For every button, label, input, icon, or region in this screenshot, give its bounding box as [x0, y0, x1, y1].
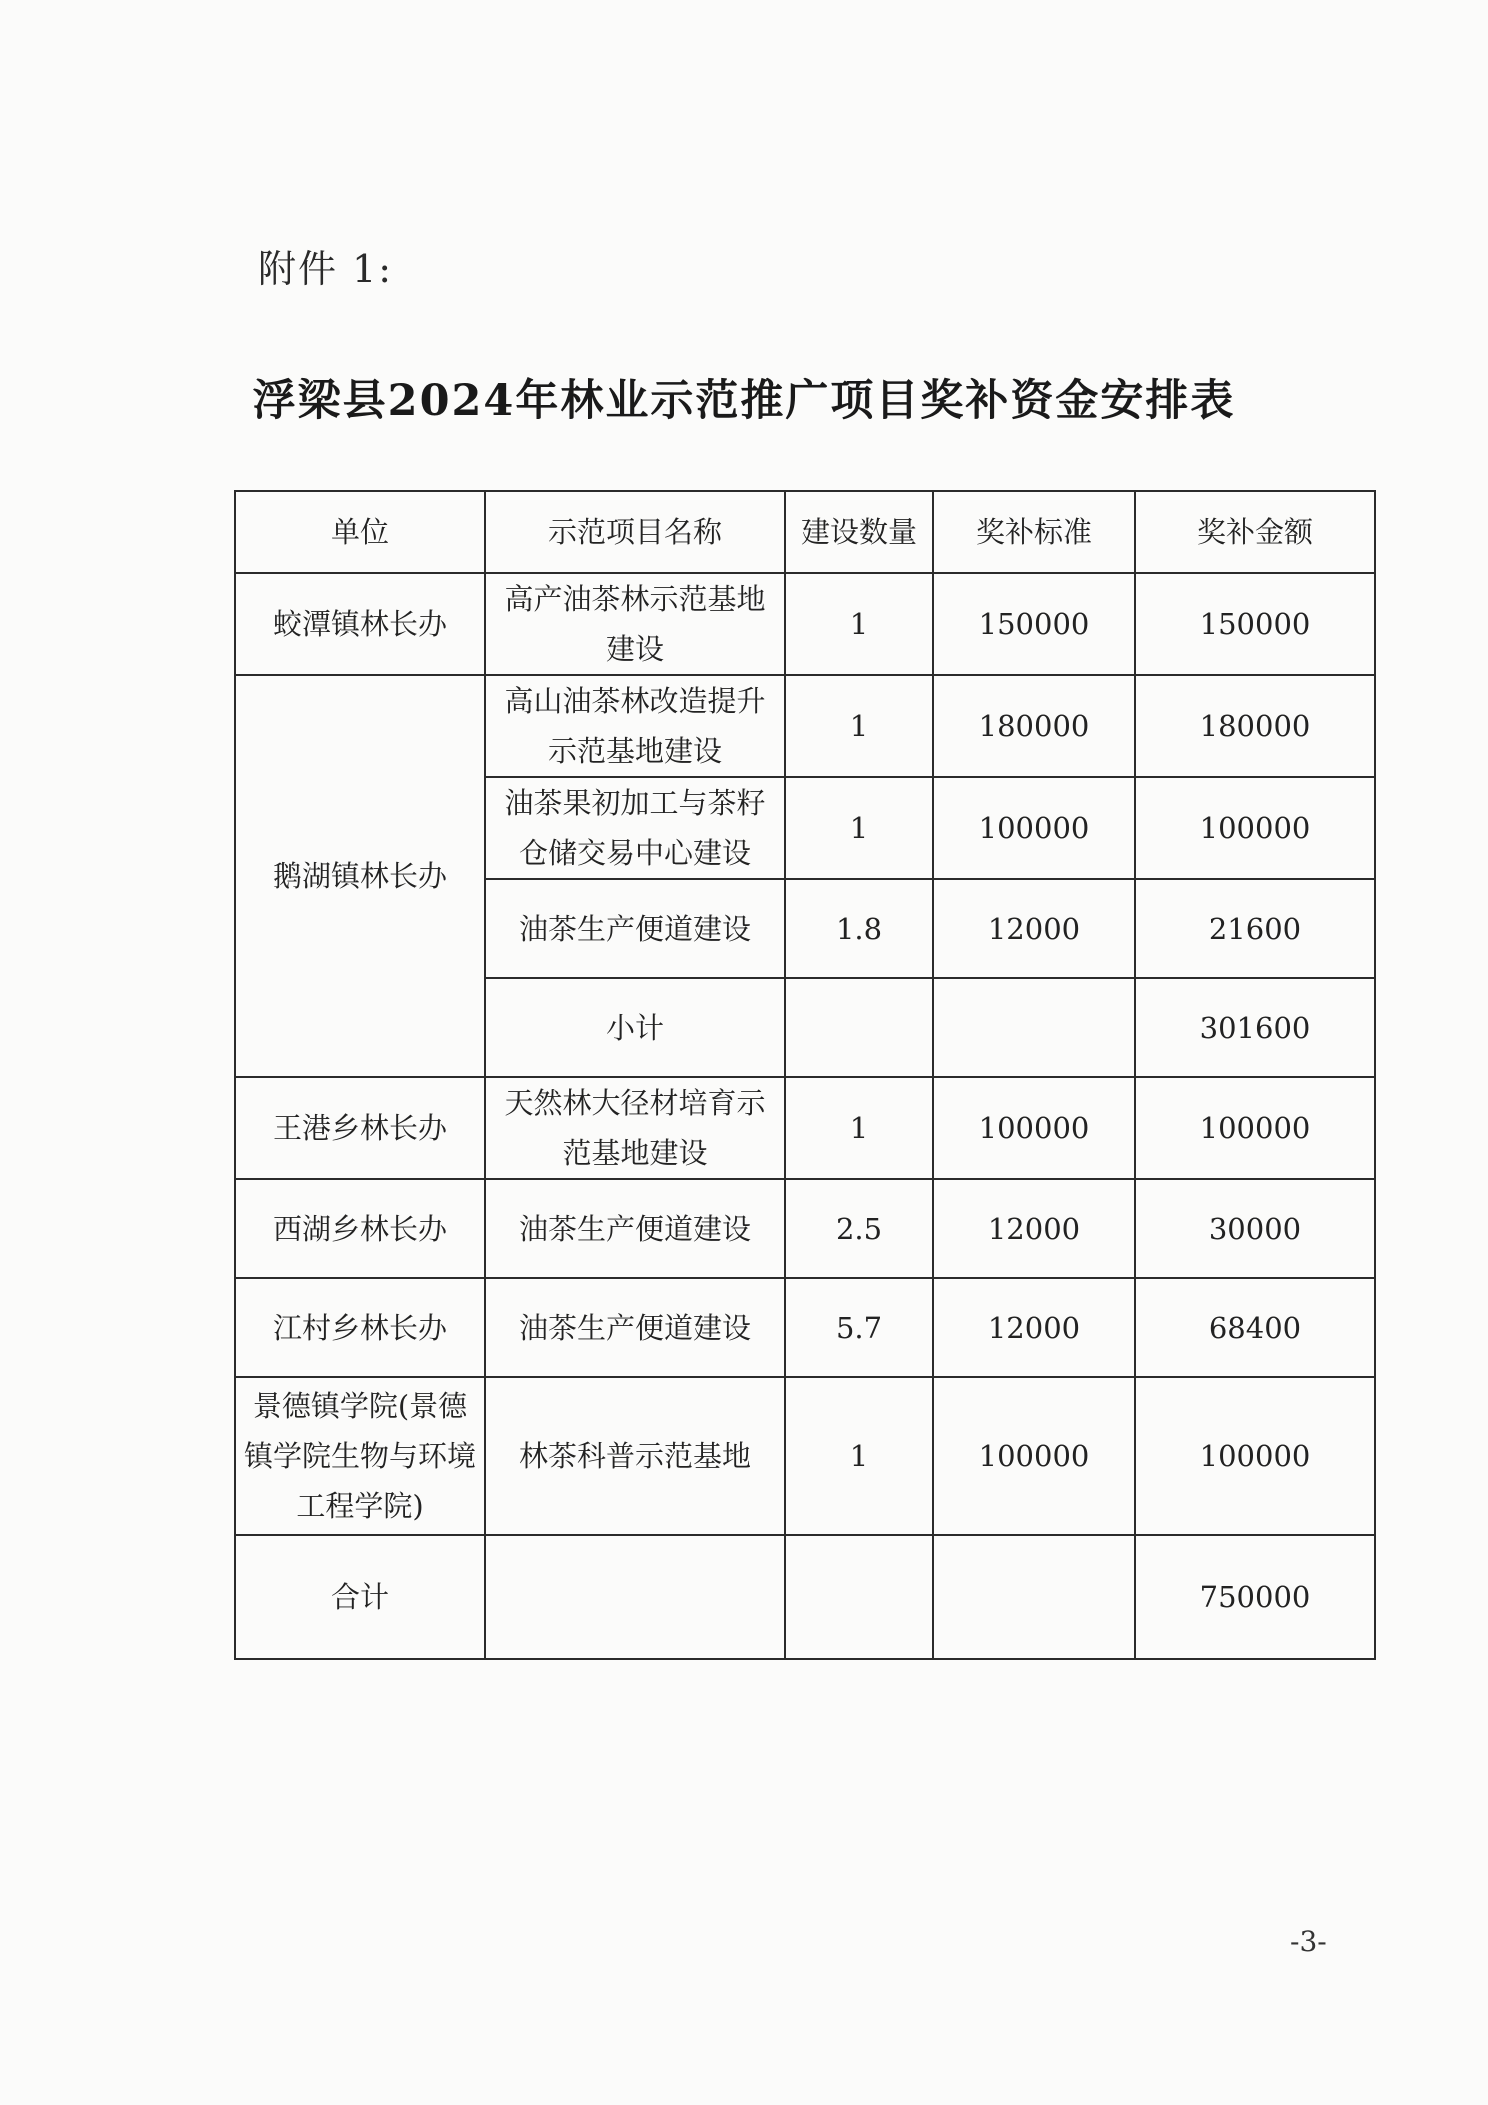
project-cell	[485, 1535, 785, 1659]
total-amount: 750000	[1135, 1535, 1375, 1659]
quantity-cell: 1	[785, 1077, 933, 1179]
project-cell: 天然林大径材培育示范基地建设	[485, 1077, 785, 1179]
subtotal-label: 小计	[485, 978, 785, 1077]
standard-cell	[933, 1535, 1135, 1659]
table-header-row	[235, 491, 1375, 573]
unit-cell: 景德镇学院(景德镇学院生物与环境工程学院)	[235, 1377, 485, 1535]
unit-cell: 蛟潭镇林长办	[235, 573, 485, 675]
project-cell: 油茶生产便道建设	[485, 1179, 785, 1278]
quantity-cell: 1	[785, 573, 933, 675]
standard-cell: 150000	[933, 573, 1135, 675]
standard-cell: 100000	[933, 1377, 1135, 1535]
amount-cell: 100000	[1135, 1077, 1375, 1179]
amount-cell: 150000	[1135, 573, 1375, 675]
project-cell: 高山油茶林改造提升示范基地建设	[485, 675, 785, 777]
project-cell: 林茶科普示范基地	[485, 1377, 785, 1535]
standard-cell: 12000	[933, 1179, 1135, 1278]
header-amount: 奖补金额	[1135, 491, 1375, 573]
header-quantity: 建设数量	[785, 491, 933, 573]
amount-cell: 30000	[1135, 1179, 1375, 1278]
header-project-name: 示范项目名称	[485, 491, 785, 573]
standard-cell: 12000	[933, 1278, 1135, 1377]
amount-cell: 180000	[1135, 675, 1375, 777]
header-standard: 奖补标准	[933, 491, 1135, 573]
project-cell: 油茶果初加工与茶籽仓储交易中心建设	[485, 777, 785, 879]
table-row	[235, 675, 1375, 777]
standard-cell	[933, 978, 1135, 1077]
header-unit: 单位	[235, 491, 485, 573]
unit-cell: 江村乡林长办	[235, 1278, 485, 1377]
project-cell: 高产油茶林示范基地建设	[485, 573, 785, 675]
quantity-cell	[785, 978, 933, 1077]
quantity-cell: 1	[785, 1377, 933, 1535]
quantity-cell: 5.7	[785, 1278, 933, 1377]
table-row	[235, 1077, 1375, 1179]
standard-cell: 100000	[933, 777, 1135, 879]
unit-cell: 西湖乡林长办	[235, 1179, 485, 1278]
amount-cell: 68400	[1135, 1278, 1375, 1377]
project-cell: 油茶生产便道建设	[485, 879, 785, 978]
standard-cell: 12000	[933, 879, 1135, 978]
table-row	[235, 573, 1375, 675]
standard-cell: 180000	[933, 675, 1135, 777]
funding-allocation-table	[234, 490, 1376, 1660]
quantity-cell: 1.8	[785, 879, 933, 978]
subtotal-amount: 301600	[1135, 978, 1375, 1077]
quantity-cell: 1	[785, 675, 933, 777]
table-row	[235, 1278, 1375, 1377]
attachment-label: 附件 1:	[258, 247, 394, 291]
amount-cell: 100000	[1135, 1377, 1375, 1535]
amount-cell: 21600	[1135, 879, 1375, 978]
unit-cell: 鹅湖镇林长办	[235, 675, 485, 1077]
standard-cell: 100000	[933, 1077, 1135, 1179]
quantity-cell	[785, 1535, 933, 1659]
page-number: -3-	[1290, 1925, 1327, 1958]
quantity-cell: 2.5	[785, 1179, 933, 1278]
document-title: 浮梁县2024年林业示范推广项目奖补资金安排表	[252, 376, 1236, 426]
quantity-cell: 1	[785, 777, 933, 879]
project-cell: 油茶生产便道建设	[485, 1278, 785, 1377]
unit-cell: 王港乡林长办	[235, 1077, 485, 1179]
total-label: 合计	[235, 1535, 485, 1659]
table-row	[235, 1377, 1375, 1535]
table-row	[235, 1179, 1375, 1278]
total-row	[235, 1535, 1375, 1659]
amount-cell: 100000	[1135, 777, 1375, 879]
